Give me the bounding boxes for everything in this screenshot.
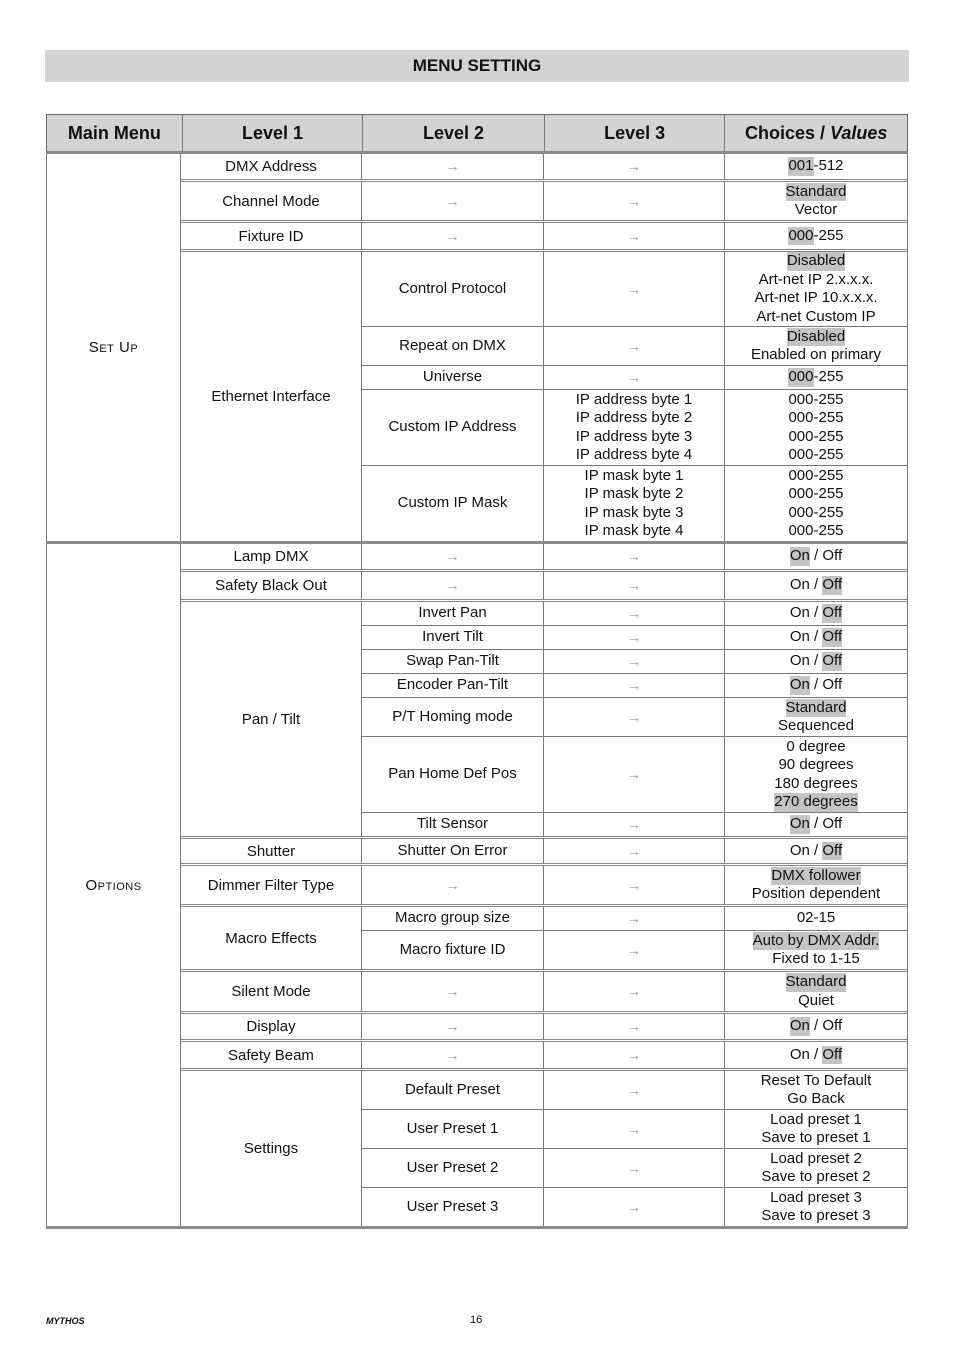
table-row: [362, 1149, 907, 1188]
arrow-icon: [544, 544, 725, 569]
table-row: [181, 602, 907, 839]
separator: /: [809, 1045, 823, 1063]
choice-option: Reset To Default: [760, 1071, 872, 1089]
table-row: [181, 1042, 907, 1071]
choice-option: Art-net IP 10.x.x.x.: [754, 289, 878, 306]
choice-value: [725, 737, 907, 812]
choice-option: Go Back: [787, 1090, 845, 1107]
value-range: -255: [813, 368, 844, 386]
table-row: [181, 972, 907, 1014]
arrow-icon: [544, 1071, 725, 1109]
list-item: IP address byte 1: [575, 390, 693, 408]
arrow-icon: [362, 972, 544, 1011]
level2-custom-ip-mask: Custom IP Mask: [362, 466, 544, 541]
arrow-icon: →: [627, 337, 641, 354]
list-item: IP mask byte 4: [584, 522, 684, 539]
choice-value: [725, 1110, 907, 1148]
arrow-icon: [544, 1149, 725, 1187]
table-row: [181, 182, 907, 223]
choice-value: [725, 366, 907, 389]
level3-ip-bytes: [544, 390, 725, 465]
default-value: Disabled: [786, 252, 846, 269]
level2-invert-pan: Invert Pan: [362, 602, 544, 625]
table-row: [362, 931, 907, 969]
options-block: [46, 544, 908, 1226]
choice-option: Load preset 2: [770, 1149, 862, 1167]
table-row: [362, 1188, 907, 1226]
list-item: IP address byte 2: [575, 409, 693, 426]
default-value: Off: [822, 628, 843, 646]
table-row: [181, 572, 907, 602]
arrow-icon: [544, 650, 725, 673]
page-number: 16: [470, 1314, 483, 1326]
arrow-icon: →: [627, 158, 641, 175]
default-value: DMX follower: [771, 866, 861, 884]
value-range: 000-255: [788, 446, 844, 463]
arrow-icon: →: [627, 1046, 641, 1063]
level2-user-preset-1: User Preset 1: [362, 1110, 544, 1148]
table-row: [362, 626, 907, 650]
table-row: [181, 252, 907, 541]
arrow-icon: [544, 252, 725, 326]
default-value: Standard: [785, 973, 847, 990]
separator: /: [809, 652, 823, 670]
table-row: [181, 223, 907, 252]
choice-option: 90 degrees: [778, 756, 854, 773]
default-value: 000: [788, 226, 814, 244]
choice-value: [725, 390, 907, 465]
arrow-icon: →: [627, 677, 641, 694]
choice-value: [725, 1149, 907, 1187]
table-row: [181, 907, 907, 972]
separator: /: [809, 547, 823, 565]
default-value: On: [789, 547, 810, 565]
choice-value: [725, 252, 907, 326]
arrow-icon: →: [627, 577, 641, 594]
choice-value: [725, 674, 907, 697]
choice-value: [725, 223, 907, 249]
level2-macro-fixture-id: Macro fixture ID: [362, 931, 544, 969]
arrow-icon: [362, 223, 544, 249]
page-title: [45, 50, 909, 82]
choice-option: Vector: [794, 201, 838, 218]
level2-pan-home-def-pos: Pan Home Def Pos: [362, 737, 544, 812]
choice-option: Save to preset 1: [761, 1129, 871, 1146]
arrow-icon: →: [627, 910, 641, 927]
level3-mask-bytes: [544, 466, 725, 541]
default-value: Standard: [785, 182, 847, 200]
default-value: Auto by DMX Addr.: [752, 931, 880, 949]
choice-value: [725, 1188, 907, 1226]
separator: /: [809, 604, 823, 622]
table-row: [362, 674, 907, 698]
table-row: [362, 390, 907, 466]
arrow-icon: →: [445, 876, 460, 893]
arrow-icon: [362, 544, 544, 569]
arrow-icon: [544, 674, 725, 697]
choice-value: [725, 698, 907, 736]
arrow-icon: →: [445, 1018, 460, 1035]
choice-value: [725, 466, 907, 541]
table-row: [362, 366, 907, 390]
choice-value: [725, 866, 907, 904]
arrow-icon: →: [627, 548, 641, 565]
choice-option: Off: [822, 676, 843, 694]
list-item: IP mask byte 3: [584, 503, 684, 521]
default-value: On: [789, 676, 810, 694]
arrow-icon: [544, 972, 725, 1011]
level2-macro-group-size: Macro group size: [362, 907, 544, 930]
arrow-icon: →: [627, 708, 641, 725]
level2-user-preset-2: User Preset 2: [362, 1149, 544, 1187]
table-row: [181, 1014, 907, 1042]
choice-value: [725, 931, 907, 969]
level2-default-preset: Default Preset: [362, 1071, 544, 1109]
choice-option: On: [789, 652, 810, 670]
arrow-icon: [544, 327, 725, 365]
choice-value: [725, 327, 907, 365]
level1-safety-beam: Safety Beam: [181, 1042, 362, 1068]
arrow-icon: →: [627, 1198, 641, 1215]
arrow-icon: →: [627, 629, 641, 646]
header-level-1: Level 1: [183, 115, 364, 151]
arrow-icon: [544, 626, 725, 649]
arrow-icon: [544, 1014, 725, 1039]
default-value: 000: [788, 368, 814, 386]
arrow-icon: →: [627, 842, 641, 859]
choice-option: 0 degree: [786, 737, 846, 755]
list-item: IP mask byte 1: [584, 466, 684, 484]
arrow-icon: →: [445, 158, 460, 175]
level1-ethernet-interface: Ethernet Interface: [181, 252, 362, 541]
arrow-icon: →: [445, 227, 460, 244]
level1-pan-tilt: Pan / Tilt: [181, 602, 362, 836]
choice-option: Save to preset 2: [761, 1168, 871, 1185]
menu-table: [46, 114, 908, 1229]
choice-value: [725, 650, 907, 673]
default-value: Off: [822, 652, 843, 670]
choice-option: Quiet: [798, 991, 834, 1009]
default-value: 270 degrees: [774, 793, 858, 810]
table-row: [362, 813, 907, 836]
table-row: [362, 650, 907, 674]
arrow-icon: →: [445, 577, 460, 594]
separator: /: [809, 1017, 823, 1035]
level1-fixture-id: Fixture ID: [181, 223, 362, 249]
arrow-icon: →: [627, 766, 641, 783]
choice-option: Save to preset 3: [761, 1207, 871, 1224]
default-value: On: [789, 1017, 810, 1035]
table-row: [362, 466, 907, 541]
table-header: [46, 114, 908, 151]
level1-macro-effects: Macro Effects: [181, 907, 362, 969]
table-row: [362, 252, 907, 327]
header-level-3: Level 3: [545, 115, 726, 151]
default-value: Off: [822, 1045, 843, 1063]
choice-option: Enabled on primary: [750, 346, 882, 363]
choice-option: Sequenced: [778, 717, 854, 734]
list-item: IP address byte 4: [575, 446, 693, 463]
choice-option: Load preset 1: [770, 1110, 862, 1128]
table-row: [362, 907, 907, 931]
value-range: 000-255: [788, 522, 844, 539]
choice-option: Art-net Custom IP: [756, 307, 876, 325]
arrow-icon: →: [627, 192, 641, 209]
default-value: Off: [822, 576, 843, 594]
table-row: [362, 1071, 907, 1110]
arrow-icon: [544, 602, 725, 625]
choice-option: Off: [822, 815, 843, 833]
choice-option: On: [789, 628, 810, 646]
choice-value: [725, 572, 907, 599]
arrow-icon: [544, 572, 725, 599]
arrow-icon: →: [445, 192, 460, 209]
choice-option: On: [789, 576, 810, 594]
arrow-icon: [362, 1014, 544, 1039]
choice-option: Art-net IP 2.x.x.x.: [758, 270, 874, 288]
choice-option: On: [789, 604, 810, 622]
arrow-icon: [544, 223, 725, 249]
choice-option: Fixed to 1-15: [772, 950, 860, 967]
value-range: 000-255: [788, 485, 844, 502]
arrow-icon: →: [627, 941, 641, 958]
arrow-icon: [544, 931, 725, 969]
arrow-icon: [544, 1188, 725, 1226]
arrow-icon: →: [445, 548, 460, 565]
level1-safety-black-out: Safety Black Out: [181, 572, 362, 599]
page-title-text: MENU SETTING: [412, 56, 542, 75]
default-value: Standard: [785, 698, 847, 716]
table-row: [181, 154, 907, 182]
main-menu-setup: Set Up: [47, 154, 181, 541]
choice-value: [725, 544, 907, 569]
arrow-icon: →: [627, 605, 641, 622]
arrow-icon: [544, 698, 725, 736]
arrow-icon: [544, 154, 725, 179]
level2-tilt-sensor: Tilt Sensor: [362, 813, 544, 836]
arrow-icon: [544, 907, 725, 930]
choice-value: [725, 1042, 907, 1068]
default-value: Disabled: [786, 327, 846, 345]
table-row: [362, 737, 907, 813]
level1-channel-mode: Channel Mode: [181, 182, 362, 220]
separator: /: [809, 815, 823, 833]
value-range: 000-255: [788, 503, 844, 521]
arrow-icon: →: [627, 1081, 641, 1098]
arrow-icon: [362, 1042, 544, 1068]
table-row: [362, 1110, 907, 1149]
default-value: 001: [788, 157, 814, 175]
choice-value: 02-15: [796, 909, 836, 927]
level2-swap-pan-tilt: Swap Pan-Tilt: [362, 650, 544, 673]
arrow-icon: [544, 839, 725, 863]
header-choices: [725, 115, 907, 151]
level1-lamp-dmx: Lamp DMX: [181, 544, 362, 569]
arrow-icon: →: [627, 1120, 641, 1137]
arrow-icon: →: [627, 876, 641, 893]
separator: /: [809, 841, 823, 859]
header-values-label: Values: [830, 122, 888, 143]
table-row: [181, 839, 907, 866]
table-row: [362, 327, 907, 366]
main-menu-options: Options: [47, 544, 181, 1226]
choice-value: [725, 154, 907, 179]
choice-option: On: [789, 1045, 810, 1063]
list-item: IP mask byte 2: [584, 485, 684, 502]
choice-option: Off: [822, 547, 843, 565]
level2-pt-homing-mode: P/T Homing mode: [362, 698, 544, 736]
default-value: Off: [822, 841, 843, 859]
default-value: Off: [822, 604, 843, 622]
separator: /: [809, 628, 823, 646]
default-value: On: [789, 815, 810, 833]
separator: /: [809, 576, 823, 594]
level1-dimmer-filter-type: Dimmer Filter Type: [181, 866, 362, 904]
choice-option: Off: [822, 1017, 843, 1035]
separator: /: [809, 676, 823, 694]
choice-value: [725, 182, 907, 220]
value-range: -255: [813, 226, 844, 244]
choice-value: [725, 839, 907, 863]
level1-settings: Settings: [181, 1071, 362, 1226]
arrow-icon: [362, 572, 544, 599]
level2-encoder-pan-tilt: Encoder Pan-Tilt: [362, 674, 544, 697]
setup-block: [46, 154, 908, 541]
level2-invert-tilt: Invert Tilt: [362, 626, 544, 649]
arrow-icon: →: [627, 227, 641, 244]
choice-option: 180 degrees: [774, 774, 858, 792]
arrow-icon: →: [627, 983, 641, 1000]
arrow-icon: [362, 866, 544, 904]
choice-value: [725, 1071, 907, 1109]
arrow-icon: [544, 366, 725, 389]
level2-user-preset-3: User Preset 3: [362, 1188, 544, 1226]
table-row: [362, 698, 907, 737]
choice-value: [725, 1014, 907, 1039]
choice-value: [725, 813, 907, 836]
choice-value: [725, 626, 907, 649]
level1-silent-mode: Silent Mode: [181, 972, 362, 1011]
value-range: 000-255: [788, 390, 844, 408]
arrow-icon: [362, 154, 544, 179]
level2-universe: Universe: [362, 366, 544, 389]
arrow-icon: [544, 813, 725, 836]
arrow-icon: →: [627, 1159, 641, 1176]
level1-dmx-address: DMX Address: [181, 154, 362, 179]
arrow-icon: [362, 182, 544, 220]
choice-option: On: [789, 841, 810, 859]
table-row: [181, 544, 907, 572]
list-item: IP address byte 3: [575, 427, 693, 445]
arrow-icon: [544, 866, 725, 904]
level1-display: Display: [181, 1014, 362, 1039]
level2-repeat-on-dmx: Repeat on DMX: [362, 327, 544, 365]
arrow-icon: →: [627, 653, 641, 670]
level2-control-protocol: Control Protocol: [362, 252, 544, 326]
value-range: -512: [813, 157, 844, 175]
header-main-menu: Main Menu: [47, 115, 183, 151]
value-range: 000-255: [788, 466, 844, 484]
arrow-icon: →: [627, 369, 641, 386]
header-choices-label: Choices /: [745, 122, 826, 143]
arrow-icon: [544, 182, 725, 220]
arrow-icon: →: [627, 1018, 641, 1035]
footer-brand: MYTHOS: [46, 1316, 85, 1326]
table-row: [362, 602, 907, 626]
arrow-icon: →: [627, 280, 641, 297]
table-bottom-border: [46, 1226, 908, 1229]
header-level-2: Level 2: [363, 115, 545, 151]
level2-shutter-on-error: Shutter On Error: [362, 839, 544, 863]
table-row: [181, 1071, 907, 1226]
arrow-icon: →: [627, 816, 641, 833]
arrow-icon: [544, 1042, 725, 1068]
value-range: 000-255: [788, 427, 844, 445]
table-row: [181, 866, 907, 907]
choice-value: [725, 602, 907, 625]
level2-custom-ip-address: Custom IP Address: [362, 390, 544, 465]
choice-value: [725, 972, 907, 1011]
arrow-icon: →: [445, 983, 460, 1000]
choice-option: Position dependent: [751, 885, 881, 902]
value-range: 000-255: [788, 409, 844, 426]
arrow-icon: [544, 1110, 725, 1148]
choice-option: Load preset 3: [770, 1188, 862, 1206]
arrow-icon: [544, 737, 725, 812]
arrow-icon: →: [445, 1046, 460, 1063]
level1-shutter: Shutter: [181, 839, 362, 863]
